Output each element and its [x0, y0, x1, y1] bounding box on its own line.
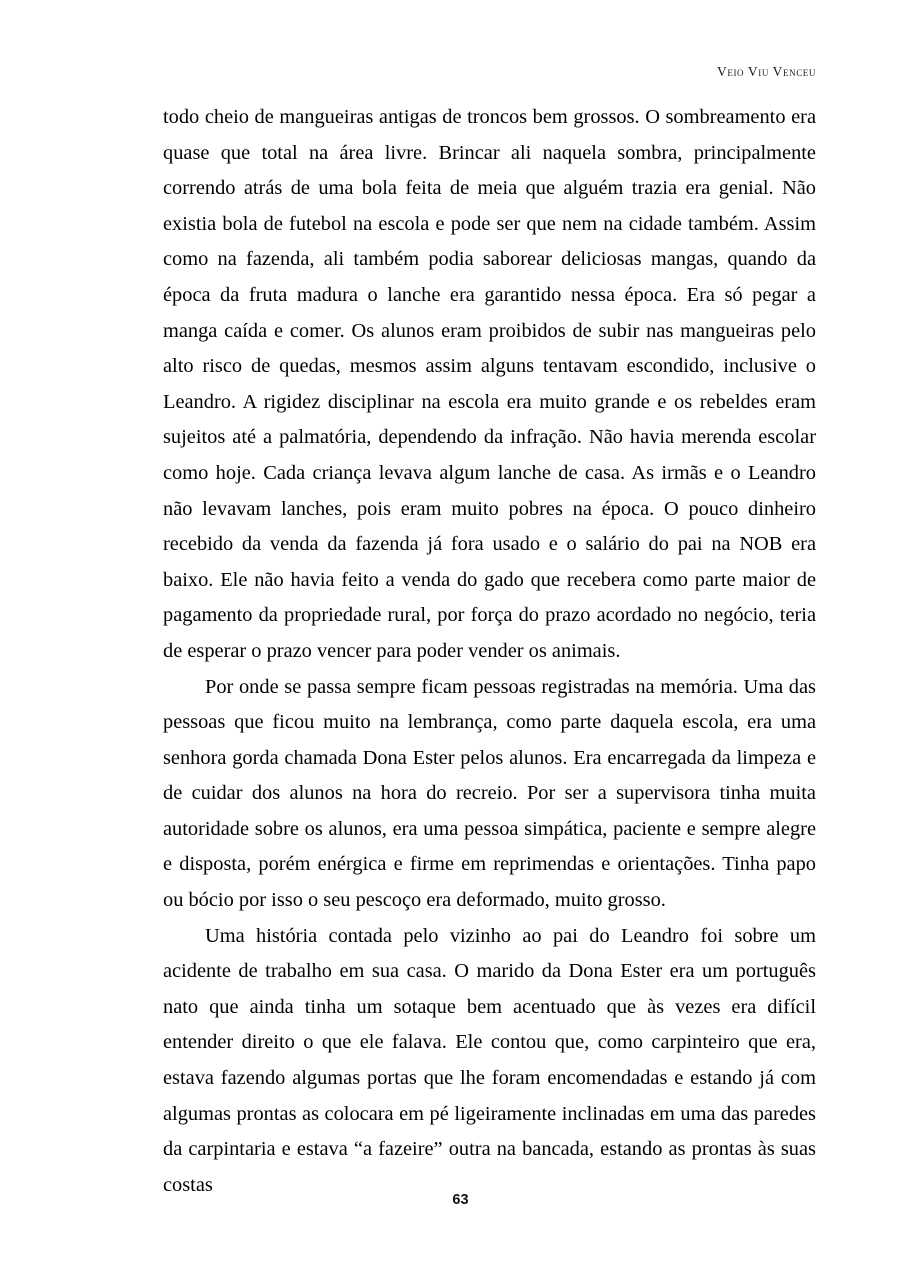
paragraph: todo cheio de mangueiras antigas de troncos bem grossos. O sombreamento era quase que total na área livre. Brincar ali naquela sombra, principalmente correndo atrás de uma bola feita de meia que alguém trazia era genial. Não existia bola de futebol na escola e pode ser que nem na cidade também. Assim como na fazenda, ali também podia saborear deliciosas mangas, quando da época da fruta madura o lanche era garantido nessa época. Era só pegar a manga caída e comer. Os alunos eram proibidos de subir nas mangueiras pelo alto risco de quedas, mesmos assim alguns tentavam escondido, inclusive o Leandro. A rigidez disciplinar na escola era muito grande e os rebeldes eram sujeitos até a palmatória, dependendo da infração. Não havia merenda escolar como hoje. Cada criança levava algum lanche de casa. As irmãs e o Leandro não levavam lanches, pois eram muito pobres na época. O pouco dinheiro recebido da venda da fazenda já fora usado e o salário do pai na NOB era baixo. Ele não havia feito a venda do gado que recebera como parte maior de pagamento da propriedade rural, por força do prazo acordado no negócio, teria de esperar o prazo vencer para poder vender os animais.: [163, 106, 816, 662]
running-head: Veio Viu Venceu: [717, 64, 816, 79]
paragraph: Uma história contada pelo vizinho ao pai do Leandro foi sobre um acidente de trabalho em sua casa. O marido da Dona Ester era um português nato que ainda tinha um sotaque bem acentuado que às vezes era difícil entender direito o que ele falava. Ele contou que, como carpinteiro que era, estava fazendo algumas portas que lhe foram encomendadas e estando já com algumas prontas as colocara em pé ligeiramente inclinadas em uma das paredes da carpintaria e estava “a fazeire” outra na bancada, estando as prontas às suas costas: [163, 924, 816, 1196]
paragraph: Por onde se passa sempre ficam pessoas registradas na memória. Uma das pessoas que ficou muito na lembrança, como parte daquela escola, era uma senhora gorda chamada Dona Ester pelos alunos. Era encarregada da limpeza e de cuidar dos alunos na hora do recreio. Por ser a supervisora tinha muita autoridade sobre os alunos, era uma pessoa simpática, paciente e sempre alegre e disposta, porém enérgica e firme em reprimendas e orientações. Tinha papo ou bócio por isso o seu pescoço era deformado, muito grosso.: [163, 675, 816, 912]
page-number: 63: [452, 1192, 469, 1208]
body-text: [163, 100, 816, 1203]
